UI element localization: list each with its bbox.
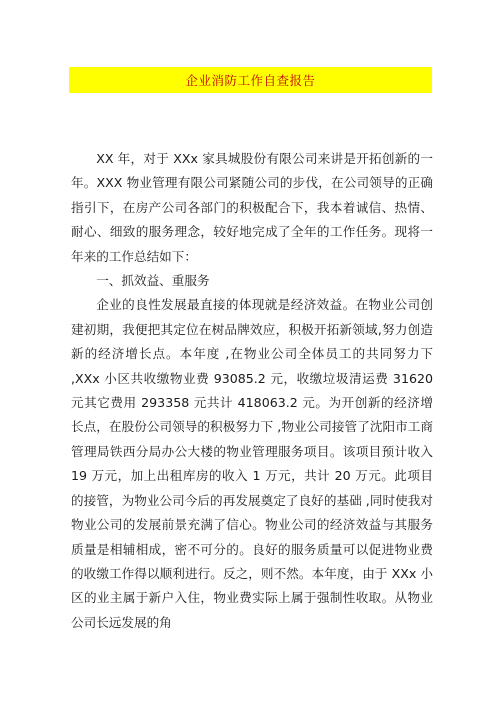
title-banner xyxy=(69,67,432,93)
section-heading: 一、抓效益、重服务 xyxy=(96,273,210,289)
paragraph-benefits: 企业的良性发展最直接的体现就是经济效益。在物业公司创建初期，我便把其定位在树品牌效应，积极开拓新领域,努力创造新的经济增长点。本年度 ,在物业公司全体员工的共同努力下 ,XXx 小区共收缴物业费 93085.2 元，收缴垃圾清运费 31620 元其它费用 293358 元共计 418063.2 元。为开创新的经济增长点，在股份公司领导的积极努力下 ,物业公司接管了沈阳市工商管理局铁西分局办公大楼的物业管理服务项目。该项目预计收入 19 万元，加上出租库房的收入 1 万元，共计 20 万元。此项目的接管，为物业公司今后的再发展奠定了良好的基础 ,同时使我对物业公司的发展前景充满了信心。物业公司的经济效益与其服务质量是相辅相成，密不可分的。良好的服务质量可以促进物业费的收缴工作得以顺利进行。反之，则不然。本年度，由于 XXx 小区的业主属于新户入住，物业费实际上属于强制性收取。从物业公司长远发展的角 xyxy=(71,297,433,630)
document-title: 企业消防工作自查报告 xyxy=(185,73,316,88)
paragraph-intro: XX 年，对于 XXx 家具城股份有限公司来讲是开拓创新的一年。XXX 物业管理有限公司紧随公司的步伐，在公司领导的正确指引下，在房产公司各部门的积极配合下，我本着诚信、热情、耐心、细致的服务理念，较好地完成了全年的工作任务。现将一年来的工作总结如下： xyxy=(71,151,433,264)
document-body xyxy=(71,147,433,635)
